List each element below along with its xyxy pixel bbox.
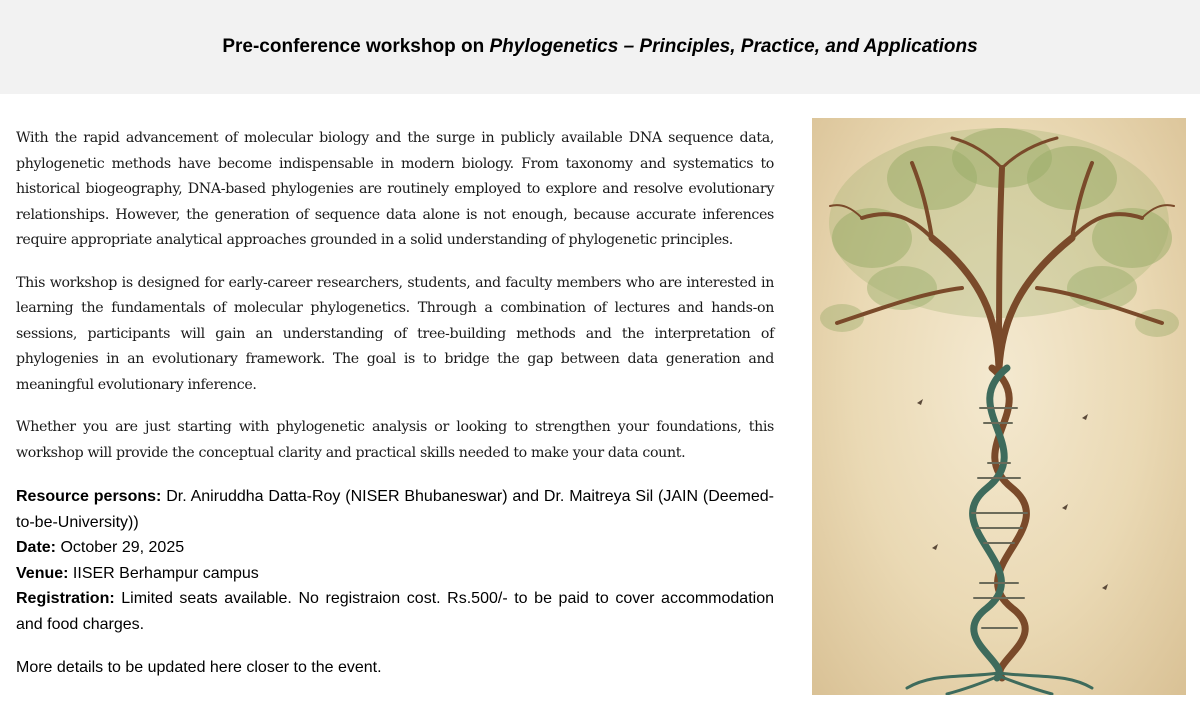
registration-value: Limited seats available. No registraion cost. Rs.500/- to be paid to cover accommodation and food charges. bbox=[16, 590, 774, 633]
venue-value: IISER Berhampur campus bbox=[72, 564, 259, 582]
tree-roots bbox=[907, 673, 1092, 694]
registration-label: Registration: bbox=[16, 590, 115, 607]
audience-paragraph: This workshop is designed for early-career researchers, students, and faculty members who are interested in learning the fundamentals of molecular phylogenetics. Through a combination of lectures and hands-on sessions, participants will gain an understanding of tree-building methods and the interpretation of phylogenies in an evolutionary framework. The goal is to bridge the gap between data generation and meaningful evolutionary inference. bbox=[16, 274, 774, 393]
workshop-details bbox=[16, 484, 774, 637]
page-header bbox=[0, 0, 1200, 94]
resource-value: Dr. Aniruddha Datta-Roy (NISER Bhubaneswar) and Dr. Maitreya Sil (JAIN (Deemed-to-be-University)) bbox=[16, 488, 775, 531]
date-value: October 29, 2025 bbox=[60, 539, 185, 556]
dna-tree-illustration bbox=[812, 118, 1186, 695]
closing-paragraph: Whether you are just starting with phylogenetic analysis or looking to strengthen your foundations, this workshop will provide the conceptual clarity and practical skills needed to make your data count. bbox=[16, 419, 774, 461]
dna-helix bbox=[972, 368, 1027, 678]
venue-label: Venue: bbox=[16, 564, 69, 582]
registration-row bbox=[16, 586, 774, 637]
date-row bbox=[16, 535, 774, 561]
more-details-note: More details to be updated here closer to the event. bbox=[16, 659, 382, 676]
resource-label: Resource persons: bbox=[16, 488, 162, 505]
intro-paragraph: With the rapid advancement of molecular biology and the surge in publicly available DNA sequence data, phylogenetic methods have become indispensable in modern biology. From taxonomy and systematics to historical biogeography, DNA-based phylogenies are routinely employed to explore and resolve evolutionary relationships. However, the generation of sequence data alone is not enough, because accurate inferences require appropriate analytical approaches grounded in a solid understanding of phylogenetic principles. bbox=[16, 130, 774, 248]
butterfly-icons bbox=[917, 399, 1108, 590]
date-label: Date: bbox=[16, 539, 57, 556]
page-title: Pre-conference workshop on Phylogenetics – Principles, Practice, and Applications bbox=[222, 36, 978, 57]
resource-persons-row bbox=[16, 484, 774, 535]
venue-row bbox=[16, 561, 774, 587]
dna-tree-svg bbox=[812, 118, 1186, 695]
title-italic: Phylogenetics – Principles, Practice, and Applications bbox=[489, 36, 978, 57]
workshop-description bbox=[16, 126, 774, 697]
